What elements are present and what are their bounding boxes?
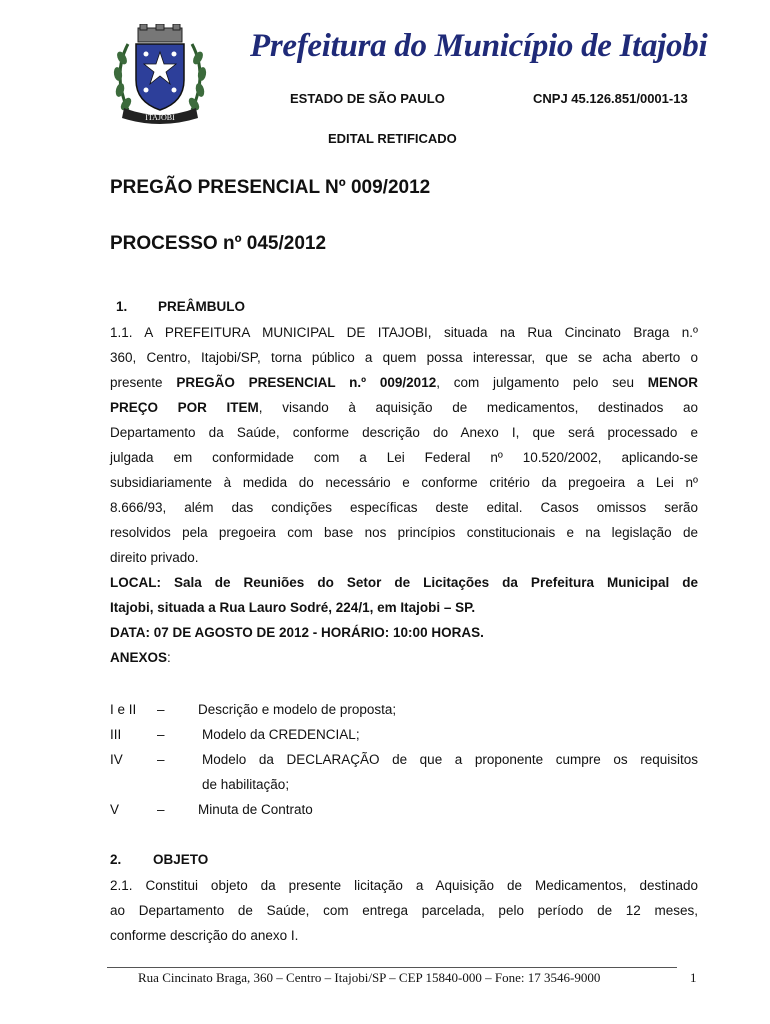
object-line: conforme descrição do anexo I. xyxy=(110,928,299,943)
local-line: Itajobi, situada a Rua Lauro Sodré, 224/1, em Itajobi – SP. xyxy=(110,600,476,615)
preamble-line: 8.666/93, além das condições específicas deste edital. Casos omissos serão xyxy=(110,500,698,515)
footer-address: Rua Cincinato Braga, 360 – Centro – Itajobi/SP – CEP 15840-000 – Fone: 17 3546-9000 xyxy=(138,970,601,985)
local-line: LOCAL: Sala de Reuniões do Setor de Licitações da Prefeitura Municipal de xyxy=(110,575,698,590)
annex-dash: – xyxy=(157,702,165,717)
preamble-line: presente PREGÃO PRESENCIAL n.º 009/2012, com julgamento pelo seu MENOR xyxy=(110,375,699,390)
annex-description: Modelo da DECLARAÇÃO de que a proponente cumpre os requisitos xyxy=(202,752,698,767)
pregao-heading: PREGÃO PRESENCIAL Nº 009/2012 xyxy=(110,177,431,198)
preamble-line: 1.1. A PREFEITURA MUNICIPAL DE ITAJOBI, situada na Rua Cincinato Braga n.º xyxy=(110,325,698,340)
preamble-line: julgada em conformidade com a Lei Federal nº 10.520/2002, aplicando-se xyxy=(110,450,698,465)
preamble-line: PREÇO POR ITEM, visando à aquisição de medicamentos, destinados ao xyxy=(110,400,698,415)
page-number: 1 xyxy=(690,970,697,985)
preamble-line: resolvidos pela pregoeira com base nos princípios constitucionais e na legislação de xyxy=(110,525,698,540)
annex-number: IV xyxy=(110,752,123,767)
footer-divider xyxy=(107,967,677,968)
annex-description: Modelo da CREDENCIAL; xyxy=(202,727,360,742)
section-1-number: 1. xyxy=(116,299,128,314)
preamble-line: direito privado. xyxy=(110,550,199,565)
annex-dash: – xyxy=(157,752,165,767)
object-paragraph xyxy=(110,873,698,948)
annex-dash: – xyxy=(157,727,165,742)
preamble-paragraph xyxy=(110,320,698,670)
annex-description: Minuta de Contrato xyxy=(198,802,313,817)
cnpj-label: CNPJ 45.126.851/0001-13 xyxy=(533,91,688,106)
edital-label: EDITAL RETIFICADO xyxy=(328,131,457,146)
annex-number: V xyxy=(110,802,120,817)
processo-heading: PROCESSO nº 045/2012 xyxy=(110,233,327,254)
preamble-line: subsidiariamente à medida do necessário e conforme critério da pregoeira a Lei nº xyxy=(110,475,698,490)
preamble-line: Departamento da Saúde, conforme descrição do Anexo I, que será processado e xyxy=(110,425,698,440)
annex-dash: – xyxy=(157,802,165,817)
section-1-title: PREÂMBULO xyxy=(158,299,245,314)
anexos-line: ANEXOS: xyxy=(110,650,171,665)
object-line: ao Departamento de Saúde, com entrega parcelada, pelo período de 12 meses, xyxy=(110,903,698,918)
annex-number: III xyxy=(110,727,122,742)
object-line: 2.1. Constitui objeto da presente licitação a Aquisição de Medicamentos, destinado xyxy=(110,878,698,893)
annex-description: Descrição e modelo de proposta; xyxy=(198,702,397,717)
section-2-number: 2. xyxy=(110,852,122,867)
state-label: ESTADO DE SÃO PAULO xyxy=(290,91,445,106)
section-2-title: OBJETO xyxy=(153,852,209,867)
municipality-title: Prefeitura do Município de Itajobi xyxy=(250,28,708,64)
crest-label: ITAJOBI xyxy=(145,113,175,122)
date-line: DATA: 07 DE AGOSTO DE 2012 - HORÁRIO: 10:00 HORAS. xyxy=(110,625,484,640)
annex-number: I e II xyxy=(110,702,137,717)
annex-description-cont: de habilitação; xyxy=(202,777,290,792)
preamble-line: 360, Centro, Itajobi/SP, torna público a quem possa interessar, que se acha aberto o xyxy=(110,350,698,365)
crest-emblem xyxy=(106,24,214,124)
